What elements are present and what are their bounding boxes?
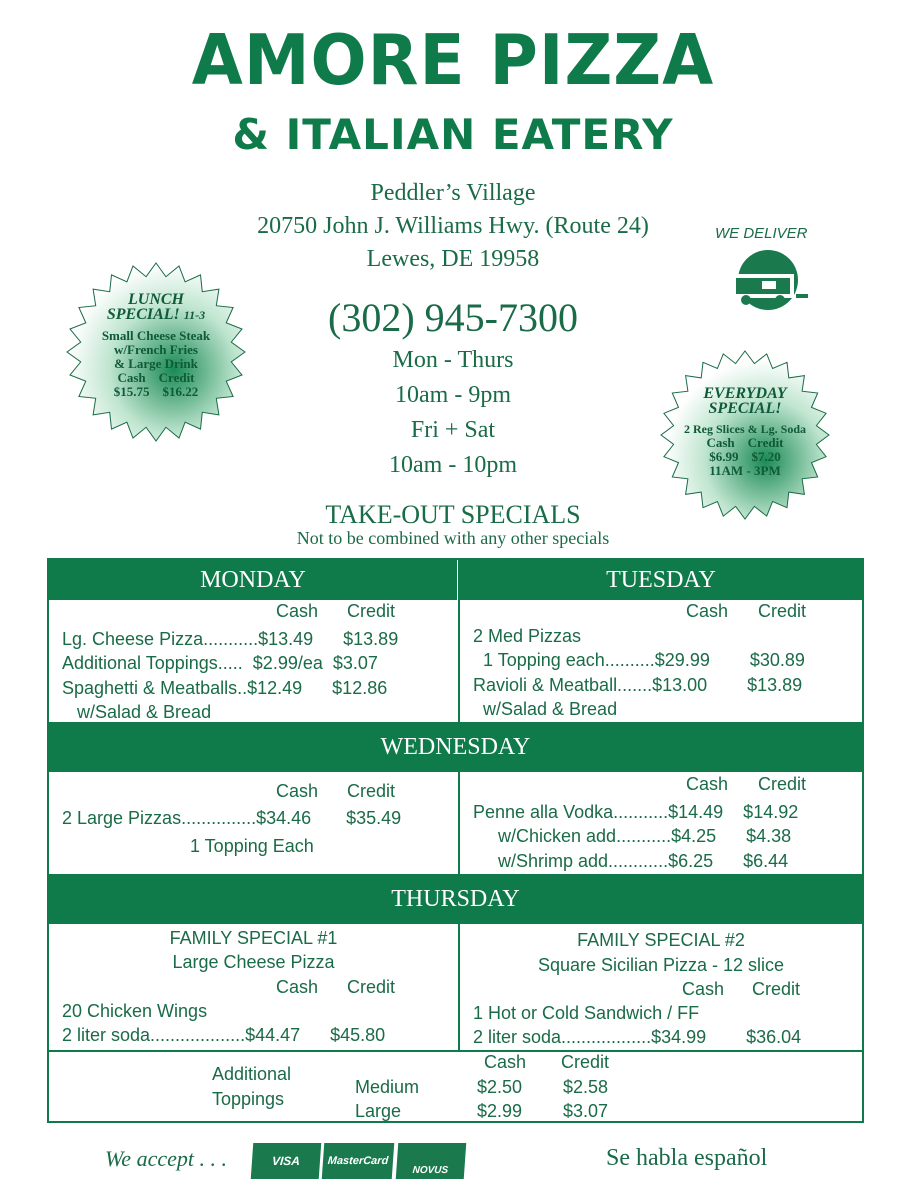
monday-header: MONDAY (49, 560, 457, 600)
additional-cash-header: Cash (484, 1052, 527, 1072)
family-special-2-title: FAMILY SPECIAL #2 (577, 930, 745, 950)
everyday-special-title: EVERYDAY (703, 385, 787, 402)
hours-line-3: Fri + Sat (410, 417, 496, 443)
monday-row: Additional Toppings..... $2.99/ea $3.07 (62, 653, 378, 673)
everyday-line-3: $6.99 $7.20 (709, 449, 781, 464)
wednesday-cash-header: Cash (686, 774, 729, 794)
wednesday-row: w/Shrimp add............$6.25 $6.44 (473, 851, 789, 871)
family-special-1-subtitle: Large Cheese Pizza (172, 952, 335, 972)
large-credit-price: $3.07 (563, 1101, 609, 1121)
thursday-credit-header: Credit (752, 979, 801, 999)
takeout-subheading: Not to be combined with any other specials (296, 528, 610, 548)
se-habla-espanol: Se habla español (606, 1145, 768, 1171)
tuesday-row: w/Salad & Bread (473, 699, 618, 719)
wednesday-row: 1 Topping Each (190, 836, 314, 856)
wednesday-credit-header: Credit (758, 774, 807, 794)
lunch-line-2: w/French Fries (114, 342, 198, 357)
we-deliver-label: WE DELIVER (715, 225, 808, 242)
we-accept-label: We accept . . . (105, 1146, 227, 1171)
lunch-line-3: & Large Drink (114, 356, 198, 371)
divider (458, 772, 460, 874)
wednesday-cash-header: Cash (276, 781, 319, 801)
monday-cash-header: Cash (276, 601, 319, 621)
wednesday-row: Penne alla Vodka...........$14.49 $14.92 (473, 802, 799, 822)
lunch-special-burst (66, 262, 246, 442)
lunch-line-4: Cash Credit (117, 370, 195, 385)
monday-row: w/Salad & Bread (62, 702, 212, 722)
hours-line-1: Mon - Thurs (392, 347, 514, 373)
specials-table (47, 558, 864, 1123)
everyday-line-2: Cash Credit (706, 435, 784, 450)
everyday-special-title2: SPECIAL! (708, 400, 782, 417)
family-special-2-subtitle: Square Sicilian Pizza - 12 slice (537, 955, 785, 975)
takeout-heading: TAKE-OUT SPECIALS (325, 500, 581, 529)
novus-card-icon: NOVUS (396, 1143, 467, 1179)
lunch-special-title: LUNCH (128, 291, 184, 308)
medium-label: Medium (355, 1077, 420, 1097)
medium-cash-price: $2.50 (477, 1077, 523, 1097)
lunch-line-5: $15.75 $16.22 (113, 384, 199, 399)
visa-card-icon: VISA (251, 1143, 322, 1179)
wednesday-header: WEDNESDAY (49, 722, 862, 772)
lunch-line-1: Small Cheese Steak (101, 328, 211, 343)
everyday-line-4: 11AM - 3PM (709, 463, 781, 478)
restaurant-subtitle: & ITALIAN EATERY (232, 110, 674, 159)
everyday-special-burst (660, 350, 830, 520)
hours-line-4: 10am - 10pm (389, 452, 517, 478)
toppings-label: Toppings (212, 1089, 285, 1109)
mastercard-icon: MasterCard (322, 1143, 395, 1179)
additional-label: Additional (212, 1064, 292, 1084)
thursday-credit-header: Credit (347, 977, 396, 997)
lunch-special-title2: SPECIAL! (106, 306, 180, 323)
address-line-2: 20750 John J. Williams Hwy. (Route 24) (257, 213, 649, 239)
thursday-cash-header: Cash (682, 979, 725, 999)
tuesday-credit-header: Credit (758, 601, 807, 621)
thursday-row: 2 liter soda..................$34.99 $36.04 (473, 1027, 802, 1047)
family-special-1-title: FAMILY SPECIAL #1 (169, 928, 338, 948)
thursday-header: THURSDAY (49, 874, 862, 924)
address-line-1: Peddler’s Village (370, 180, 536, 206)
tuesday-row: 1 Topping each..........$29.99 $30.89 (473, 650, 805, 670)
monday-credit-header: Credit (347, 601, 396, 621)
everyday-line-1: 2 Reg Slices & Lg. Soda (683, 422, 806, 436)
tuesday-cash-header: Cash (686, 601, 729, 621)
phone-number: (302) 945-7300 (328, 295, 578, 340)
divider (458, 560, 460, 722)
tuesday-header: TUESDAY (460, 560, 862, 600)
thursday-row: 1 Hot or Cold Sandwich / FF (473, 1003, 700, 1023)
large-cash-price: $2.99 (477, 1101, 523, 1121)
monday-row: Lg. Cheese Pizza...........$13.49 $13.89 (62, 629, 399, 649)
lunch-special-time: 11-3 (183, 308, 206, 322)
thursday-row: 2 liter soda...................$44.47 $45.80 (62, 1025, 386, 1045)
restaurant-name: AMORE PIZZA (191, 20, 715, 101)
tuesday-row: 2 Med Pizzas (473, 626, 582, 646)
address-line-3: Lewes, DE 19958 (366, 246, 540, 272)
thursday-row: 20 Chicken Wings (62, 1001, 208, 1021)
monday-row: Spaghetti & Meatballs..$12.49 $12.86 (62, 678, 388, 698)
large-label: Large (355, 1101, 402, 1121)
wednesday-row: w/Chicken add...........$4.25 $4.38 (473, 826, 792, 846)
tuesday-row: Ravioli & Meatball.......$13.00 $13.89 (473, 675, 803, 695)
hours-line-2: 10am - 9pm (395, 382, 511, 408)
thursday-cash-header: Cash (276, 977, 319, 997)
wednesday-credit-header: Credit (347, 781, 396, 801)
wednesday-row: 2 Large Pizzas...............$34.46 $35.49 (62, 808, 402, 828)
additional-credit-header: Credit (561, 1052, 610, 1072)
divider (49, 1050, 862, 1052)
medium-credit-price: $2.58 (563, 1077, 609, 1097)
delivery-van-icon (722, 248, 814, 312)
